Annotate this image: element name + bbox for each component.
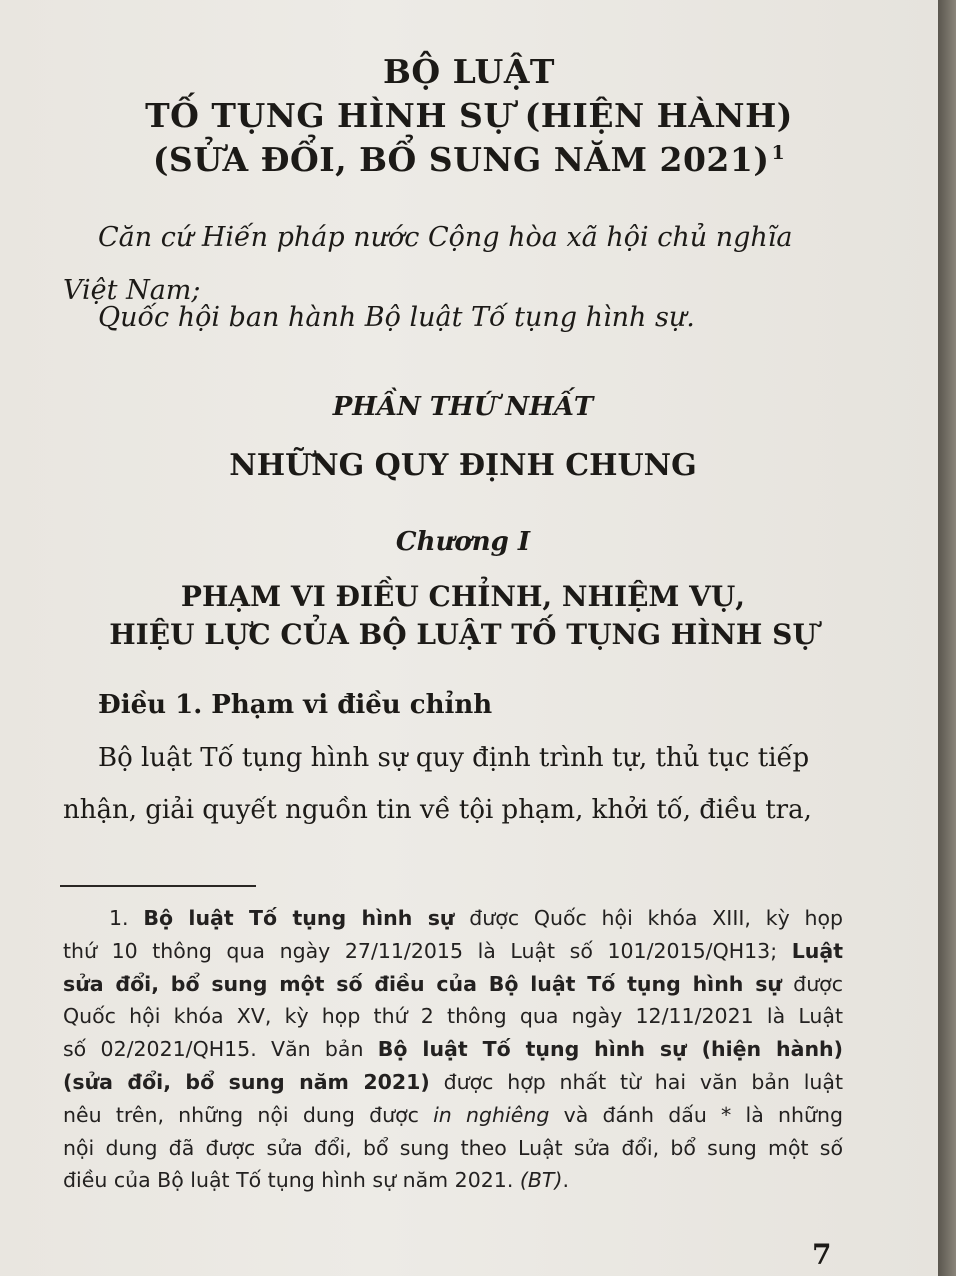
part-label: PHẦN THỨ NHẤT (332, 392, 594, 422)
footnote-bold-text: (sửa đổi, bổ sung năm 2021) (63, 1069, 430, 1094)
footnote-text: Quốc hội khóa XV, kỳ họp thứ 2 thông qua ngày 12/11/2021 là Luật (63, 1004, 843, 1029)
footnote-text: thứ 10 thông qua ngày 27/11/2015 là Luật số 101/2015/QH13; (63, 938, 792, 963)
footnote-line (63, 1099, 843, 1132)
footnote-reference: 1 (771, 142, 786, 164)
article-1-heading: Điều 1. Phạm vi điều chỉnh (98, 690, 493, 720)
chapter-title-line-1: PHẠM VI ĐIỀU CHỈNH, NHIỆM VỤ, (180, 580, 746, 613)
footnote-bold-text: sửa đổi, bổ sung một số điều của Bộ luật Tố tụng hình sự (63, 971, 782, 996)
footnote-bold-text: Bộ luật Tố tụng hình sự (143, 906, 455, 930)
part-title: NHỮNG QUY ĐỊNH CHUNG (229, 448, 697, 483)
footnote-italic-text: in nghiêng (433, 1102, 550, 1127)
footnote-text: điều của Bộ luật Tố tụng hình sự năm 2021. (63, 1168, 520, 1193)
footnote-line (63, 935, 843, 968)
page-edge-shadow (938, 0, 956, 1276)
footnote-text: được Quốc hội khóa XIII, kỳ họp (454, 906, 844, 930)
title-line-1: BỘ LUẬT (383, 52, 555, 91)
title-line-3 (0, 140, 938, 179)
footnote-text: số 02/2021/QH15. Văn bản (63, 1037, 378, 1062)
chapter-label: Chương I (395, 527, 531, 557)
footnote-line (63, 902, 843, 935)
page-number: 7 (812, 1238, 832, 1271)
footnote-text: nêu trên, những nội dung được (63, 1102, 434, 1127)
footnote-italic-text: (BT) (519, 1168, 563, 1193)
footnote-line (63, 1066, 843, 1099)
article-1-line-1: Bộ luật Tố tụng hình sự quy định trình tự, thủ tục tiếp (98, 743, 810, 773)
footnote-text: và đánh dấu * là những (549, 1102, 843, 1127)
footnote-text: nội dung đã được sửa đổi, bổ sung theo Luật sửa đổi, bổ sung một số (63, 1135, 843, 1160)
footnote-divider (60, 885, 256, 887)
footnote-line (63, 1132, 843, 1165)
chapter-title-line-2: HIỆU LỰC CỦA BỘ LUẬT TỐ TỤNG HÌNH SỰ (109, 618, 817, 651)
footnote-line (63, 968, 843, 1001)
footnote-line (63, 1033, 843, 1066)
preamble-line-3: Quốc hội ban hành Bộ luật Tố tụng hình sự. (98, 302, 695, 333)
footnote-bold-text: Luật (791, 938, 843, 963)
footnote-number: 1. (109, 906, 144, 930)
article-1-line-2: nhận, giải quyết nguồn tin về tội phạm, khởi tố, điều tra, (63, 795, 812, 825)
title-line-3-text: (SỬA ĐỔI, BỔ SUNG NĂM 2021) (152, 140, 770, 179)
footnote-bold-text: Bộ luật Tố tụng hình sự (hiện hành) (377, 1037, 843, 1062)
footnote-text: . (562, 1168, 569, 1193)
footnote-line (63, 1000, 843, 1033)
preamble-line-1: Căn cứ Hiến pháp nước Cộng hòa xã hội chủ nghĩa (98, 222, 793, 253)
footnote-text: được (782, 971, 843, 996)
footnote-line (63, 1164, 843, 1197)
footnote-text: được hợp nhất từ hai văn bản luật (429, 1069, 844, 1094)
footnote (63, 902, 843, 1197)
title-line-2: TỐ TỤNG HÌNH SỰ (HIỆN HÀNH) (145, 96, 793, 135)
preamble-line-2: Việt Nam; (63, 275, 201, 306)
